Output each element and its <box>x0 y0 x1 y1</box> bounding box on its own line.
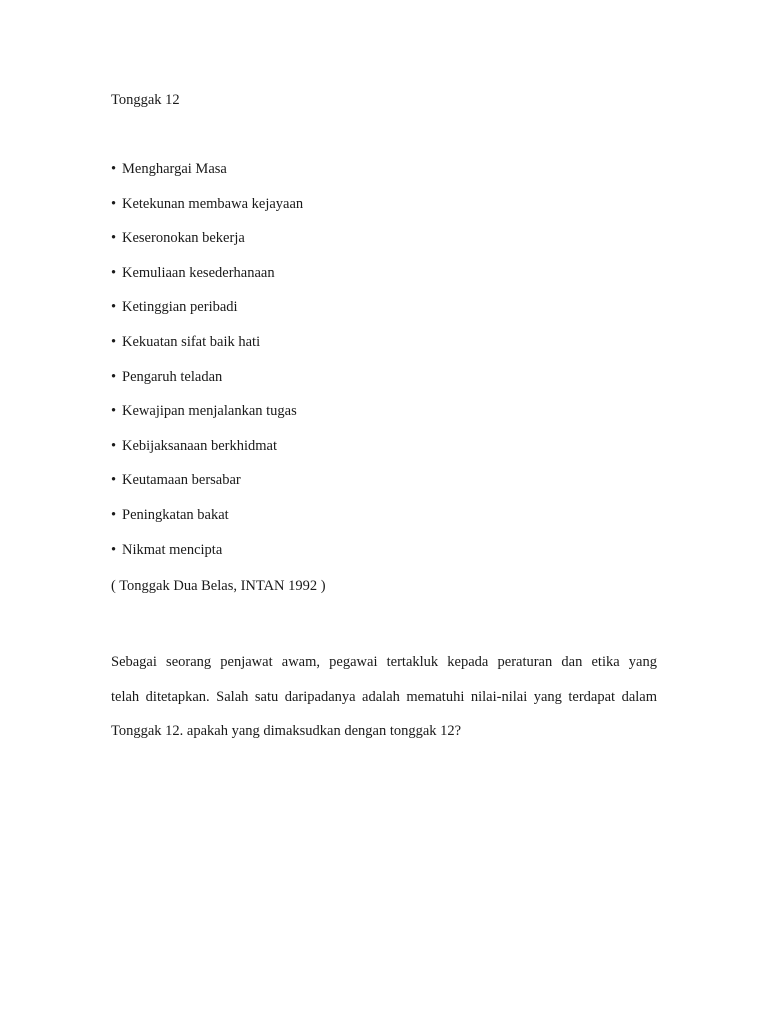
list-item <box>111 368 303 403</box>
body-paragraph <box>111 645 657 749</box>
list-item <box>111 264 303 299</box>
bullet-icon: • <box>111 506 117 523</box>
bullet-icon: • <box>111 368 117 385</box>
list-item-text: Kemuliaan kesederhanaan <box>122 264 275 281</box>
list-item-text: Nikmat mencipta <box>122 541 223 558</box>
bullet-icon: • <box>111 333 117 350</box>
bullet-icon: • <box>111 472 117 489</box>
list-item-text: Keutamaan bersabar <box>122 472 241 489</box>
bullet-icon: • <box>111 161 117 177</box>
list-item-text: Keseronokan bekerja <box>122 230 245 247</box>
paragraph-line: Tonggak 12. apakah yang dimaksudkan dengan tonggak 12? <box>111 723 462 739</box>
paragraph-line: telah ditetapkan. Salah satu daripadanya adalah mematuhi nilai-nilai yang terdapat dalam <box>111 688 657 705</box>
list-item-text: Pengaruh teladan <box>122 368 223 385</box>
bullet-icon: • <box>111 403 117 420</box>
list-item <box>111 229 303 264</box>
list-item <box>111 506 303 541</box>
list-item <box>111 195 303 230</box>
list-item <box>111 402 303 437</box>
list-item <box>111 160 303 195</box>
list-item <box>111 471 303 506</box>
value-list <box>111 160 303 575</box>
list-item <box>111 333 303 368</box>
list-item <box>111 298 303 333</box>
list-item <box>111 541 303 576</box>
bullet-icon: • <box>111 264 117 281</box>
list-item-text: Ketinggian peribadi <box>122 299 238 316</box>
document-title: Tonggak 12 <box>111 92 180 108</box>
list-item <box>111 437 303 472</box>
list-item-text: Kebijaksanaan berkhidmat <box>122 437 278 454</box>
citation: ( Tonggak Dua Belas, INTAN 1992 ) <box>111 578 326 594</box>
bullet-icon: • <box>111 299 117 316</box>
list-item-text: Kewajipan menjalankan tugas <box>122 403 297 420</box>
paragraph-line: Sebagai seorang penjawat awam, pegawai tertakluk kepada peraturan dan etika yang <box>111 654 657 670</box>
bullet-icon: • <box>111 230 117 247</box>
bullet-icon: • <box>111 195 117 212</box>
list-item-text: Kekuatan sifat baik hati <box>122 333 261 350</box>
list-item-text: Menghargai Masa <box>122 161 227 177</box>
list-item-text: Peningkatan bakat <box>122 506 229 523</box>
bullet-icon: • <box>111 437 117 454</box>
bullet-icon: • <box>111 541 117 558</box>
list-item-text: Ketekunan membawa kejayaan <box>122 195 304 212</box>
